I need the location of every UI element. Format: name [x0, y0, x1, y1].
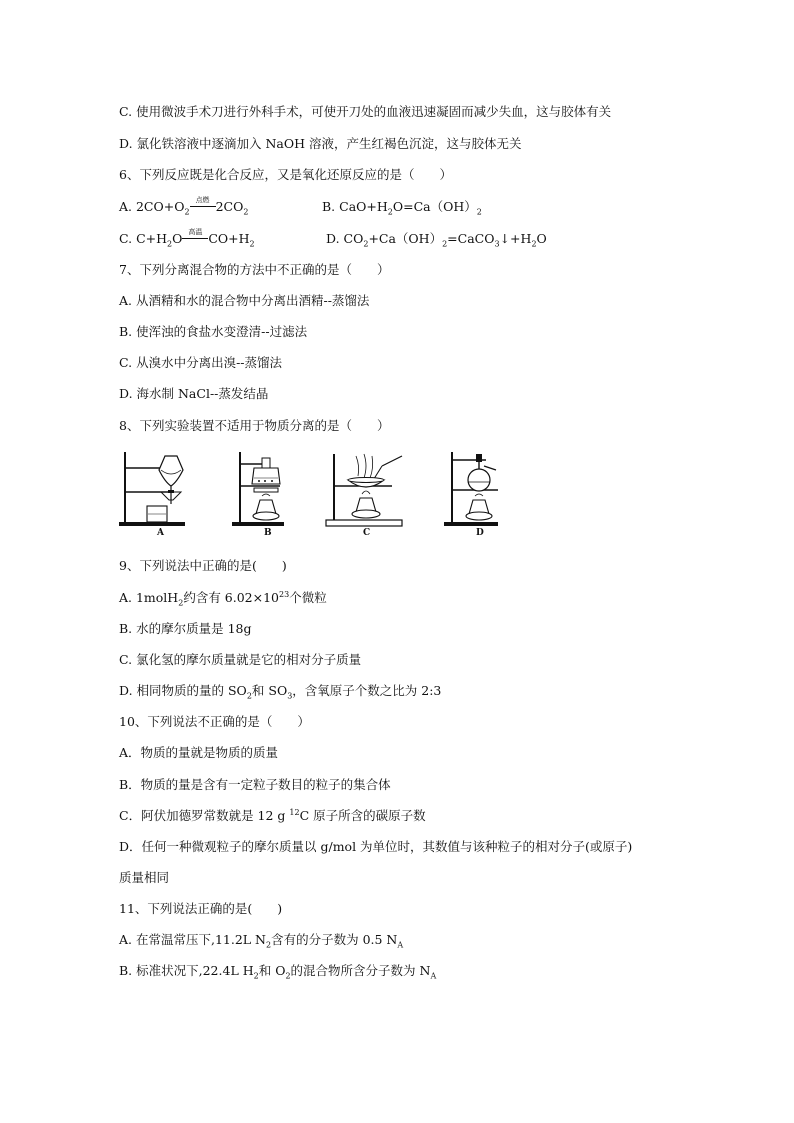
apparatus-label-c: C [363, 528, 371, 538]
q10-option-d-line1: D．任何一种微观粒子的摩尔质量以 g/mol 为单位时，其数值与该种粒子的相对分子(或原子) [119, 839, 633, 854]
q9-option-c: C. 氯化氢的摩尔质量就是它的相对分子质量 [119, 652, 362, 667]
q6-option-c: C. $C+H_2O$ 高温 $CO+H_2$ [119, 228, 255, 249]
apparatus-label-b: B [264, 528, 272, 538]
apparatus-b-heating-flask [232, 448, 292, 528]
q6-option-a: A. $2CO+O_2$ 点燃 $2CO_2$ [119, 196, 249, 217]
q9-stem: 9、下列说法中正确的是( ) [119, 558, 287, 573]
q8-stem: 8、下列实验装置不适用于物质分离的是（ ） [119, 418, 390, 433]
q7-option-d: D. 海水制 NaCl--蒸发结晶 [119, 386, 269, 401]
q6-option-b: B. $CaO+H_2O=Ca(OH)_2$ [322, 199, 482, 217]
q11-stem: 11、下列说法正确的是( ) [119, 901, 283, 916]
apparatus-d-round-flask [444, 448, 504, 528]
q6-stem: 6、下列反应既是化合反应，又是氧化还原反应的是（ ） [119, 167, 452, 182]
q10-stem: 10、下列说法不正确的是（ ） [119, 714, 310, 729]
q7-stem: 7、下列分离混合物的方法中不正确的是（ ） [119, 262, 390, 277]
apparatus-a-separatory-funnel [119, 448, 189, 528]
q5-option-d: D. 氯化铁溶液中逐滴加入 NaOH 溶液，产生红褐色沉淀，这与胶体无关 [119, 136, 522, 151]
q6-c-condition: 高温 [182, 231, 208, 247]
q10-option-d-line2: 质量相同 [119, 870, 170, 885]
q9-option-d: D. 相同物质的量的 $SO_2$和 $SO_3$，含氧原子个数之比为 2:3 [119, 683, 442, 701]
q7-option-b: B. 使浑浊的食盐水变澄清--过滤法 [119, 324, 308, 339]
q6-a-condition: 点燃 [190, 199, 216, 215]
q11-option-b: B. 标准状况下,22.4L $H_2$和 $O_2$的混合物所含分子数为 $N_A$ [119, 963, 437, 981]
apparatus-c-evaporating-dish [326, 448, 406, 528]
q11-option-a: A. 在常温常压下,11.2L $N_2$含有的分子数为 0.5 $N_A$ [119, 932, 404, 950]
q7-option-c: C. 从溴水中分离出溴--蒸馏法 [119, 355, 283, 370]
apparatus-label-d: D [476, 528, 484, 538]
q10-option-b: B．物质的量是含有一定粒子数目的粒子的集合体 [119, 777, 391, 792]
q10-option-c: C．阿伏加德罗常数就是 12 g $^{12}$C 原子所含的碳原子数 [119, 807, 426, 823]
q9-option-a: A. 1molH$_2$约含有 $6.02\times 10^{23}$个微粒 [119, 589, 327, 608]
q5-option-c: C. 使用微波手术刀进行外科手术，可使开刀处的血液迅速凝固而减少失血，这与胶体有关 [119, 104, 612, 119]
q6-option-d: D. $CO_2+Ca(OH)_2=CaCO_3↓+H_2O$ [326, 231, 547, 249]
apparatus-label-a: A [157, 528, 164, 538]
q9-option-b: B. 水的摩尔质量是 18g [119, 621, 252, 636]
q10-option-a: A．物质的量就是物质的质量 [119, 745, 279, 760]
q7-option-a: A. 从酒精和水的混合物中分离出酒精--蒸馏法 [119, 293, 370, 308]
